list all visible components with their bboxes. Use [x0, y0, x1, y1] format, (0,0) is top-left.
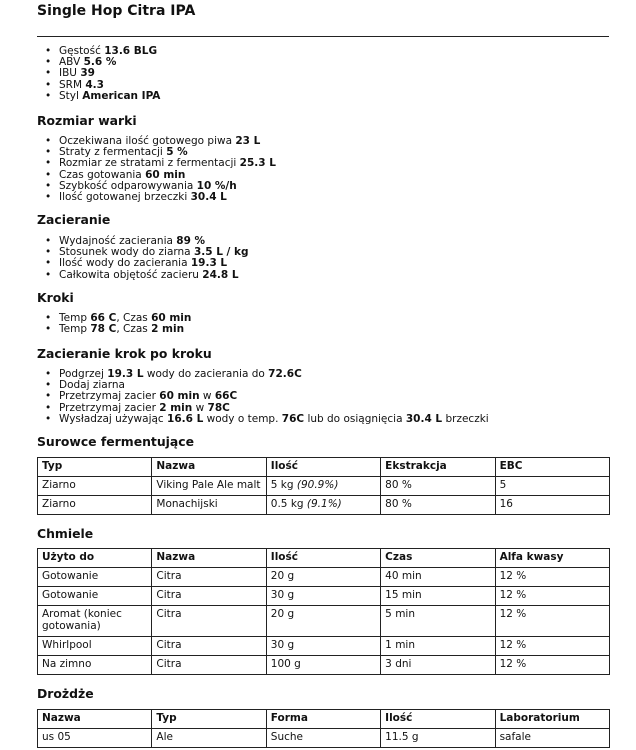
mash-step-item: • Dodaj ziarna: [45, 380, 489, 391]
batch-item: • Czas gotowania 60 min: [45, 170, 276, 181]
steps-list: [45, 313, 191, 335]
batch-item: • Rozmiar ze stratami z fermentacji 25.3 L: [45, 158, 276, 169]
column-header: Typ: [152, 710, 266, 729]
yeast-table: [37, 709, 610, 748]
table-cell: Ziarno: [38, 496, 152, 515]
fermentables-table: [37, 457, 610, 515]
table-cell: 15 min: [381, 587, 495, 606]
batch-item: • Szybkość odparowywania 10 %/h: [45, 181, 276, 192]
table-cell: Whirlpool: [38, 637, 152, 656]
column-header: Czas: [381, 549, 495, 568]
column-header: Ilość: [266, 458, 380, 477]
stats-list: [45, 46, 160, 102]
table-cell: Gotowanie: [38, 587, 152, 606]
column-header: Forma: [266, 710, 380, 729]
column-header: Laboratorium: [495, 710, 609, 729]
mash-item: • Wydajność zacierania 89 %: [45, 236, 249, 247]
column-header: Nazwa: [152, 458, 266, 477]
stat-item: • IBU 39: [45, 68, 160, 79]
table-cell: 20 g: [266, 606, 380, 637]
step-item: • Temp 78 C, Czas 2 min: [45, 324, 191, 335]
stat-item: • Gęstość 13.6 BLG: [45, 46, 160, 57]
mash-steps-list: [45, 369, 489, 425]
title-divider: [37, 36, 609, 37]
table-cell: 1 min: [381, 637, 495, 656]
column-header: Ilość: [266, 549, 380, 568]
mash-item: • Całkowita objętość zacieru 24.8 L: [45, 270, 249, 281]
table-cell: Citra: [152, 637, 266, 656]
table-cell: 12 %: [495, 587, 609, 606]
table-cell: Suche: [266, 729, 380, 748]
table-row: [38, 729, 610, 748]
table-cell: Aromat (koniec gotowania): [38, 606, 152, 637]
batch-item: • Ilość gotowanej brzeczki 30.4 L: [45, 192, 276, 203]
fermentables-heading: Surowce fermentujące: [37, 434, 195, 449]
mash-item: • Ilość wody do zacierania 19.3 L: [45, 258, 249, 269]
table-cell: 80 %: [381, 477, 495, 496]
stat-item: • Styl American IPA: [45, 91, 160, 102]
table-cell: 40 min: [381, 568, 495, 587]
table-cell: us 05: [38, 729, 152, 748]
table-cell: 30 g: [266, 637, 380, 656]
batch-item: • Straty z fermentacji 5 %: [45, 147, 276, 158]
column-header: Typ: [38, 458, 152, 477]
table-row: [38, 568, 610, 587]
batch-heading: Rozmiar warki: [37, 113, 137, 128]
table-header-row: [38, 458, 610, 477]
stat-item: • SRM 4.3: [45, 80, 160, 91]
table-row: [38, 587, 610, 606]
mash-heading: Zacieranie: [37, 212, 111, 227]
hops-heading: Chmiele: [37, 526, 94, 541]
batch-list: [45, 136, 276, 203]
mash-item: • Stosunek wody do ziarna 3.5 L / kg: [45, 247, 249, 258]
table-row: [38, 656, 610, 675]
hops-table: [37, 548, 610, 675]
yeast-heading: Drożdże: [37, 686, 94, 701]
table-header-row: [38, 549, 610, 568]
page-title: Single Hop Citra IPA: [37, 3, 196, 19]
table-cell: 30 g: [266, 587, 380, 606]
table-cell: Gotowanie: [38, 568, 152, 587]
table-cell: 20 g: [266, 568, 380, 587]
column-header: Nazwa: [38, 710, 152, 729]
table-cell: 11.5 g: [381, 729, 495, 748]
table-cell: Citra: [152, 606, 266, 637]
table-cell: 16: [495, 496, 609, 515]
table-cell: 12 %: [495, 606, 609, 637]
steps-heading: Kroki: [37, 290, 74, 305]
table-cell: Citra: [152, 568, 266, 587]
table-cell: 3 dni: [381, 656, 495, 675]
table-cell: 12 %: [495, 637, 609, 656]
column-header: Nazwa: [152, 549, 266, 568]
column-header: Ilość: [381, 710, 495, 729]
column-header: Ekstrakcja: [381, 458, 495, 477]
mash-step-item: • Wysładzaj używając 16.6 L wody o temp. 76C lub do osiągnięcia 30.4 L brzeczki: [45, 414, 489, 425]
table-cell: 80 %: [381, 496, 495, 515]
mash-list: [45, 236, 249, 281]
column-header: Użyto do: [38, 549, 152, 568]
table-row: [38, 606, 610, 637]
table-cell: 12 %: [495, 568, 609, 587]
mash-step-item: • Podgrzej 19.3 L wody do zacierania do 72.6C: [45, 369, 489, 380]
table-cell: 12 %: [495, 656, 609, 675]
table-row: [38, 637, 610, 656]
table-cell: Ziarno: [38, 477, 152, 496]
table-cell: 0.5 kg (9.1%): [266, 496, 380, 515]
table-row: [38, 477, 610, 496]
column-header: Alfa kwasy: [495, 549, 609, 568]
table-header-row: [38, 710, 610, 729]
table-cell: 5: [495, 477, 609, 496]
table-row: [38, 496, 610, 515]
table-cell: Citra: [152, 587, 266, 606]
table-cell: Citra: [152, 656, 266, 675]
batch-item: • Oczekiwana ilość gotowego piwa 23 L: [45, 136, 276, 147]
table-cell: 100 g: [266, 656, 380, 675]
table-cell: Monachijski: [152, 496, 266, 515]
step-item: • Temp 66 C, Czas 60 min: [45, 313, 191, 324]
mash-step-item: • Przetrzymaj zacier 60 min w 66C: [45, 391, 489, 402]
table-cell: safale: [495, 729, 609, 748]
table-cell: Ale: [152, 729, 266, 748]
column-header: EBC: [495, 458, 609, 477]
table-cell: Na zimno: [38, 656, 152, 675]
table-cell: Viking Pale Ale malt: [152, 477, 266, 496]
stat-item: • ABV 5.6 %: [45, 57, 160, 68]
mash-steps-heading: Zacieranie krok po kroku: [37, 346, 212, 361]
table-cell: 5 min: [381, 606, 495, 637]
table-cell: 5 kg (90.9%): [266, 477, 380, 496]
mash-step-item: • Przetrzymaj zacier 2 min w 78C: [45, 403, 489, 414]
